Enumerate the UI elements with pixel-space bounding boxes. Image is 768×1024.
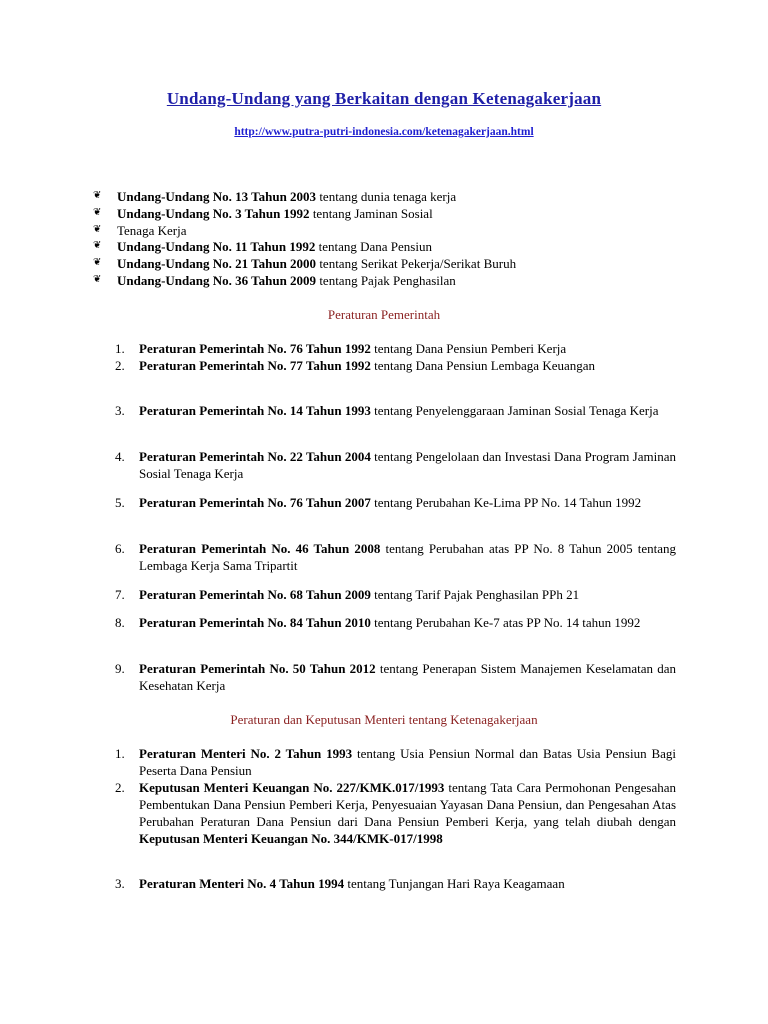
bullet-icon: ❦ bbox=[93, 240, 102, 252]
item-number: 3. bbox=[115, 876, 125, 891]
source-link[interactable]: http://www.putra-putri-indonesia.com/ketenagakerjaan.html bbox=[234, 126, 534, 138]
regulation-title: Keputusan Menteri Keuangan No. 227/KMK.017/1993 bbox=[139, 780, 445, 795]
bullet-icon: ❦ bbox=[93, 273, 102, 285]
regulation-title: Peraturan Pemerintah No. 76 Tahun 1992 bbox=[139, 341, 371, 356]
regulation-description: tentang Dana Pensiun Lembaga Keuangan bbox=[370, 358, 596, 373]
bullet-icon: ❦ bbox=[93, 190, 102, 201]
item-number: 3. bbox=[115, 403, 125, 418]
list-item bbox=[115, 745, 676, 779]
list-item bbox=[115, 779, 676, 847]
page-title: Undang-Undang yang Berkaitan dengan Ketenagakerjaan bbox=[166, 89, 602, 108]
regulation-title: Peraturan Pemerintah No. 14 Tahun 1993 bbox=[139, 403, 371, 418]
item-number: 6. bbox=[115, 541, 125, 556]
regulation-description: tentang Dana Pensiun Pemberi Kerja bbox=[370, 341, 567, 356]
list-item bbox=[115, 357, 676, 374]
list-item bbox=[93, 206, 693, 223]
regulation-description: tentang Usia Pensiun Normal dan Batas Usia Pensiun Bagi Peserta Dana Pensiun bbox=[139, 746, 676, 778]
section-heading-peraturan-pemerintah: Peraturan Pemerintah bbox=[327, 307, 441, 322]
bullet-icon: ❦ bbox=[93, 257, 102, 269]
bullet-icon: ❦ bbox=[93, 223, 102, 235]
regulation-title: Peraturan Pemerintah No. 84 Tahun 2010 bbox=[139, 615, 371, 630]
law-description: Tenaga Kerja bbox=[117, 222, 187, 238]
section-heading-peraturan-menteri: Peraturan dan Keputusan Menteri tentang Ketenagakerjaan bbox=[230, 712, 538, 727]
regulation-description: tentang Tarif Pajak Penghasilan PPh 21 bbox=[370, 587, 580, 602]
law-title: Undang-Undang No. 13 Tahun 2003 bbox=[117, 189, 317, 204]
law-description: tentang Dana Pensiun bbox=[315, 239, 432, 255]
law-title: Undang-Undang No. 36 Tahun 2009 bbox=[117, 272, 317, 288]
item-number: 2. bbox=[115, 358, 125, 373]
regulation-description: tentang Perubahan Ke-7 atas PP No. 14 tahun 1992 bbox=[370, 615, 641, 630]
regulation-description: tentang Perubahan atas PP No. 8 Tahun 2005 tentang Lembaga Kerja Sama Tripartit bbox=[139, 541, 677, 573]
law-list bbox=[93, 189, 693, 290]
list-item bbox=[115, 614, 676, 631]
law-description: tentang Serikat Pekerja/Serikat Buruh bbox=[316, 256, 517, 272]
law-title: Undang-Undang No. 11 Tahun 1992 bbox=[117, 239, 316, 255]
list-item bbox=[93, 223, 693, 240]
item-number: 4. bbox=[115, 449, 125, 464]
law-description: tentang Pajak Penghasilan bbox=[316, 272, 456, 288]
list-item bbox=[115, 402, 676, 419]
list-item bbox=[115, 660, 676, 694]
bullet-icon: ❦ bbox=[93, 206, 102, 218]
item-number: 1. bbox=[115, 746, 125, 761]
regulation-title-secondary: Keputusan Menteri Keuangan No. 344/KMK-017/1998 bbox=[139, 831, 443, 846]
item-number: 8. bbox=[115, 615, 125, 630]
list-item bbox=[115, 540, 676, 574]
list-item bbox=[93, 189, 693, 206]
regulation-title: Peraturan Pemerintah No. 68 Tahun 2009 bbox=[139, 587, 371, 602]
regulation-title: Peraturan Pemerintah No. 22 Tahun 2004 bbox=[139, 449, 371, 464]
law-description: tentang Jaminan Sosial bbox=[309, 205, 433, 221]
regulation-title: Peraturan Pemerintah No. 76 Tahun 2007 bbox=[139, 495, 371, 510]
regulation-description: tentang Tata Cara Permohonan Pengesahan Pembentukan Dana Pensiun Pemberi Kerja, Penyesuaian Yayasan Dana Pensiun, dan Pengesahan Atas Perubahan Peraturan Dana Pensiun dari Dana Pensiun Pemberi Kerja, yang telah diubah dengan bbox=[139, 780, 676, 829]
law-description: tentang dunia tenaga kerja bbox=[316, 189, 457, 204]
regulation-description: tentang Penyelenggaraan Jaminan Sosial Tenaga Kerja bbox=[370, 403, 659, 418]
list-item bbox=[115, 494, 676, 511]
regulation-title: Peraturan Menteri No. 2 Tahun 1993 bbox=[139, 746, 353, 761]
regulation-description: tentang Perubahan Ke-Lima PP No. 14 Tahun 1992 bbox=[370, 495, 642, 510]
item-number: 5. bbox=[115, 495, 125, 510]
list-item bbox=[93, 256, 693, 273]
list-item bbox=[115, 875, 676, 892]
regulation-title: Peraturan Menteri No. 4 Tahun 1994 bbox=[139, 876, 345, 891]
regulation-description: tentang Penerapan Sistem Manajemen Keselamatan dan Kesehatan Kerja bbox=[139, 661, 676, 693]
item-number: 9. bbox=[115, 661, 125, 676]
item-number: 1. bbox=[115, 341, 125, 356]
regulation-title: Peraturan Pemerintah No. 50 Tahun 2012 bbox=[139, 661, 376, 676]
regulation-description: tentang Pengelolaan dan Investasi Dana Program Jaminan Sosial Tenaga Kerja bbox=[139, 449, 676, 481]
regulation-title: Peraturan Pemerintah No. 46 Tahun 2008 bbox=[139, 541, 381, 556]
law-title: Undang-Undang No. 21 Tahun 2000 bbox=[117, 256, 317, 272]
list-item bbox=[115, 586, 676, 603]
item-number: 7. bbox=[115, 587, 125, 602]
list-item bbox=[93, 239, 693, 256]
list-item bbox=[115, 340, 676, 357]
item-number: 2. bbox=[115, 780, 125, 795]
regulation-title: Peraturan Pemerintah No. 77 Tahun 1992 bbox=[139, 358, 371, 373]
list-item bbox=[115, 448, 676, 482]
law-title: Undang-Undang No. 3 Tahun 1992 bbox=[117, 205, 310, 221]
list-item bbox=[93, 273, 693, 290]
regulation-description: tentang Tunjangan Hari Raya Keagamaan bbox=[344, 876, 565, 891]
